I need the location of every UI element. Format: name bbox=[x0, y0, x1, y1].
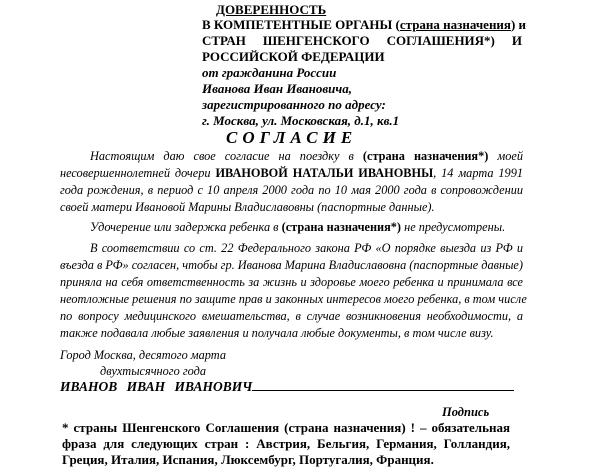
p1-line-2 bbox=[60, 165, 523, 181]
addressee-suffix: ) и bbox=[510, 17, 527, 32]
p1-text: моей bbox=[488, 149, 523, 163]
p3-line-3: приняла на себя ответственность за жизнь и здоровье моего ребенка и принимала все bbox=[60, 275, 523, 289]
doc-heading: ДОВЕРЕННОСТЬ bbox=[216, 2, 327, 17]
p1-line-4: своей матери Ивановой Марины Владиславовны (паспортные данные). bbox=[60, 200, 435, 214]
signer-row bbox=[60, 378, 514, 395]
p1-destination: (страна назначения*) bbox=[362, 149, 489, 163]
addressee-line-2: СТРАН ШЕНГЕНСКОГО СОГЛАШЕНИЯ*) И bbox=[202, 33, 522, 48]
footnote-line-3: Греция, Италия, Испания, Люксембург, Португалия, Франция. bbox=[62, 452, 434, 467]
p1-child-name: ИВАНОВОЙ НАТАЛЬИ ИВАНОВНЫ bbox=[215, 166, 434, 180]
addressee-line-3: РОССИЙСКОЙ ФЕДЕРАЦИИ bbox=[202, 49, 385, 64]
sender-name: Иванова Иван Ивановича, bbox=[202, 81, 352, 96]
doc-title: СОГЛАСИЕ bbox=[226, 128, 358, 147]
p3-line-6: также подавала любые заявления и получала любые документы, в том числе визу. bbox=[60, 326, 494, 340]
p1-text: , 14 марта 1991 bbox=[433, 166, 523, 180]
addressee-prefix: В КОМПЕТЕНТНЫЕ ОРГАНЫ ( bbox=[202, 17, 400, 32]
addressee-line-1 bbox=[202, 17, 527, 33]
p3-line-2: въезда в РФ» согласен, чтобы гр. Иванова Марина Владиславовна (паспортные давные) bbox=[60, 258, 523, 272]
date-line-1: Город Москва, десятого марта bbox=[60, 348, 226, 362]
p2-line-1 bbox=[90, 219, 505, 235]
footnote-line-2: фраза для следующих стран : Австрия, Бельгия, Германия, Голландия, bbox=[62, 436, 510, 451]
p2-text: не предусмотрены. bbox=[401, 220, 506, 234]
p1-text: несовершеннолетней дочери bbox=[60, 166, 216, 180]
p3-line-5: по вопросу медицинского вмешательства, в случае возникновения необходимости, а bbox=[60, 309, 523, 323]
sender-line-3: зарегистрированного по адресу: bbox=[202, 97, 386, 112]
signature-line bbox=[252, 378, 514, 391]
p3-line-1: В соответствии со ст. 22 Федерального закона РФ «О порядке выезда из РФ и bbox=[90, 241, 523, 255]
destination-country: страна назначения bbox=[399, 17, 511, 32]
p2-destination: (страна назначения*) bbox=[281, 220, 402, 234]
p1-line-3: года рождения, в период с 10 апреля 2000 года по 10 мая 2000 года в сопровождении bbox=[60, 183, 523, 197]
sender-address: г. Москва, ул. Московская, д.1, кв.1 bbox=[202, 113, 400, 128]
sender-line-1: от гражданина России bbox=[202, 65, 337, 80]
footnote-line-1: * страны Шенгенского Соглашения (страна назначения) ! – обязательная bbox=[62, 420, 510, 435]
p2-text: Удочерение или задержка ребенка в bbox=[90, 220, 282, 234]
p3-line-4: неотложные решения по защите прав и законных интересов моего ребенка, в том числе bbox=[60, 292, 527, 306]
signature-label: Подпись bbox=[442, 405, 490, 419]
p1-text: Настоящим даю свое согласие на поездку в bbox=[90, 149, 363, 163]
signer-name: ИВАНОВ ИВАН ИВАНОВИЧ bbox=[60, 379, 253, 394]
p1-line-1 bbox=[90, 148, 523, 164]
date-line-2: двухтысячного года bbox=[100, 364, 206, 378]
